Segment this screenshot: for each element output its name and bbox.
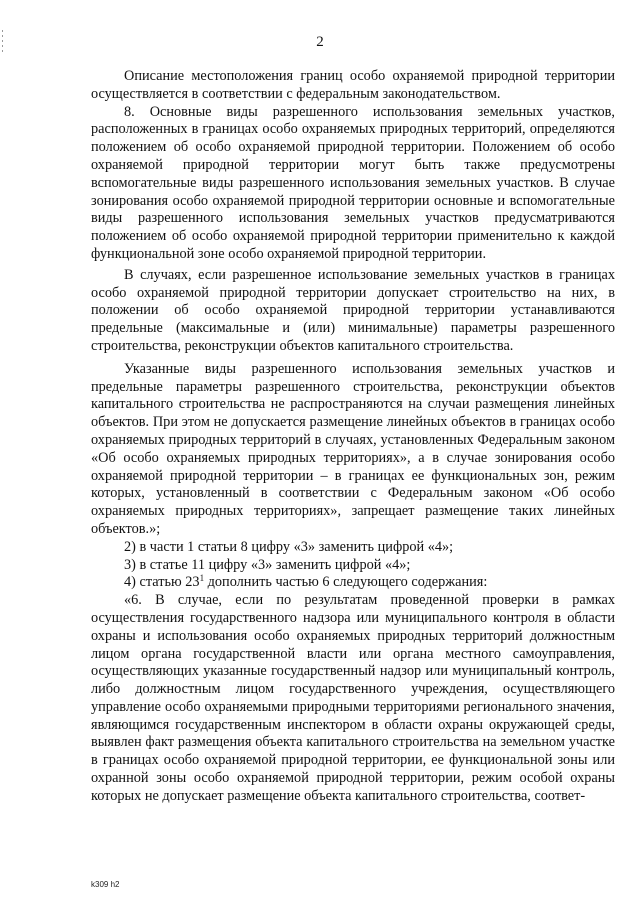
paragraph-item-8: 8. Основные виды разрешенного использования земельных участков, расположенных в границах особо охраняемых природных территорий, определяются положением об особо охраняемой природной территории. Положением об особо охраняемой природной территории могут быть также предусмотрены вспомогательные виды разрешенного использования земельных участков. В случае зонирования особо охраняемой природной территории основные и вспомогательные виды разрешенного использования земельных участков предусматриваются положением об особо охраняемой природной территории применительно к каждой функциональной зоне особо охраняемой природной территории. (91, 103, 615, 262)
paragraph-construction-cases: В случаях, если разрешенное использование земельных участков в границах особо охраняемой природной территории допускает строительство на них, в положении об особо охраняемой природной территории устанавливаются предельные (максимальные и (или) минимальные) параметры разрешенного строительства, реконструкции объектов капитального строительства. (91, 266, 615, 354)
article-superscript: 1 (199, 573, 205, 584)
amendment-item-3: 3) в статье 11 цифру «3» заменить цифрой «4»; (124, 556, 411, 573)
paragraph-linear-objects: Указанные виды разрешенного использования земельных участков и предельные параметры разрешенного строительства, реконструкции объектов капитального строительства не распространяются на случаи размещения линейных объектов. При этом не допускается размещение линейных объектов в границах особо охраняемых природных территорий в случаях, установленных Федеральным законом «Об особо охраняемых природных территориях», а в случае зонирования особо охраняемой природной территории – в границах ее функциональных зон, режим которых, установленный в соответствии с Федеральным законом «Об особо охраняемых природных территориях», запрещает размещение таких линейных объектов.»; (91, 360, 615, 537)
page-number: 2 (316, 34, 324, 50)
amendment-item-4 (91, 574, 615, 592)
amendment-item-4-end: дополнить частью 6 следующего содержания: (204, 574, 488, 591)
paragraph-part-6: «6. В случае, если по результатам проведенной проверки в рамках осуществления государственного надзора или муниципального контроля в области охраны и использования особо охраняемых природных территорий должностным лицом органа государственной власти или органа местного самоуправления, осуществляющих указанные государственный надзор или муниципальный контроль, либо должностным лицом государственного учреждения, осуществляющего управление особо охраняемыми природными территориями регионального значения, являющимся государственным инспектором в области охраны окружающей среды, выявлен факт размещения объекта капитального строительства на земельном участке в границах особо охраняемой природной территории, ее функциональной зоны или охранной зоны особо охраняемой природной территории, режим особой охраны которых не допускает размещение объекта капитального строительства, соответ- (91, 592, 615, 804)
document-body (91, 68, 615, 806)
amendment-item-4-start: 4) статью 23 (124, 574, 200, 591)
amendment-item-2: 2) в части 1 статьи 8 цифру «3» заменить цифрой «4»; (124, 538, 454, 555)
paragraph-boundaries-description: Описание местоположения границ особо охраняемой природной территории осуществляется в соответствии с федеральным законодательством. (91, 68, 615, 102)
footer-document-code: k309 h2 (91, 880, 120, 889)
